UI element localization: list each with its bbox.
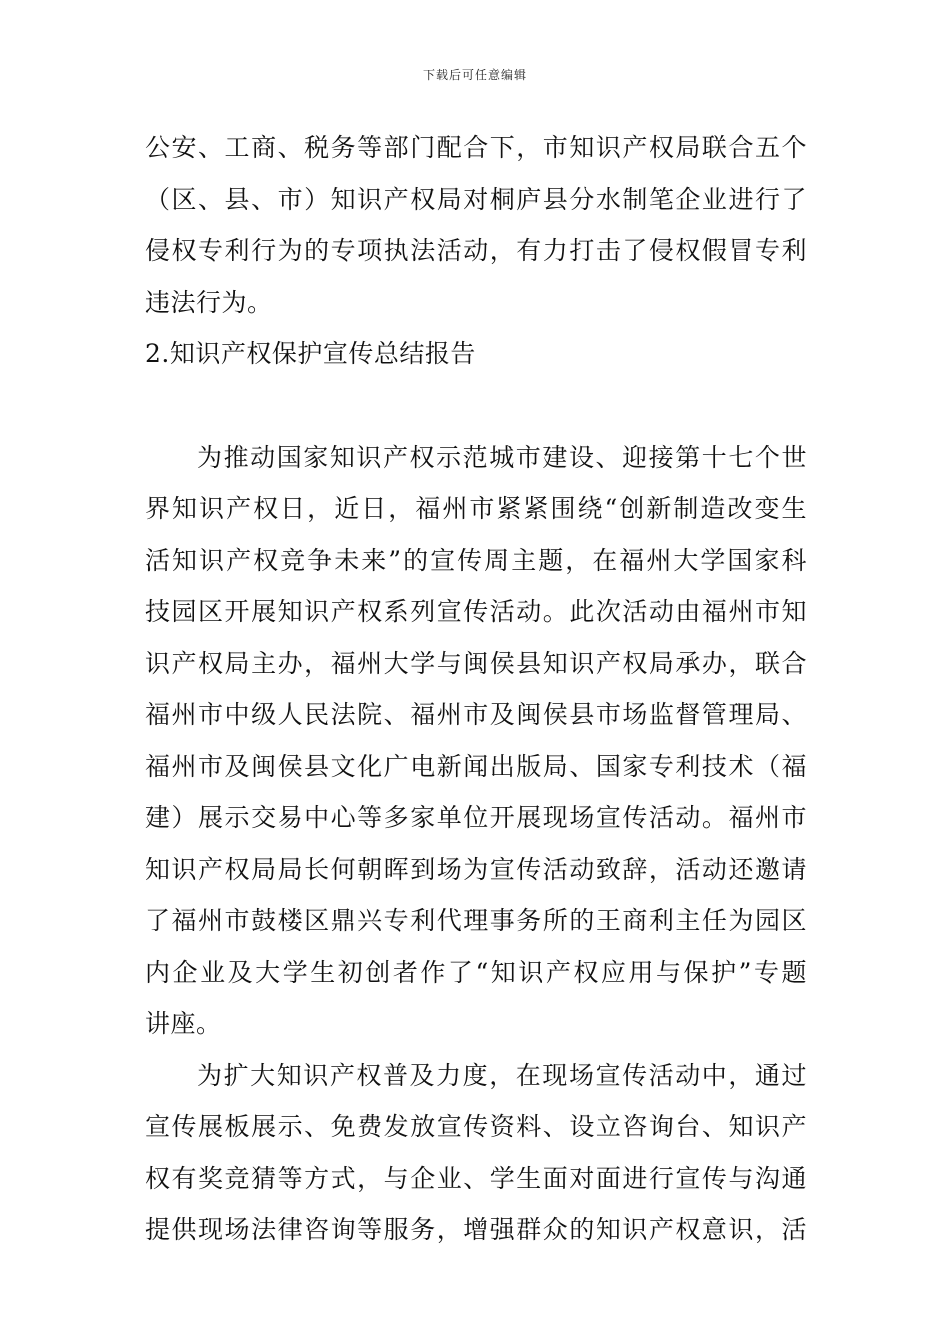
text-line: 权有奖竞猜等方式，与企业、学生面对面进行宣传与沟通 bbox=[145, 1163, 807, 1193]
text-line: 提供现场法律咨询等服务，增强群众的知识产权意识，活 bbox=[145, 1215, 807, 1244]
document-body bbox=[145, 122, 807, 1256]
text-line: 技园区开展知识产权系列宣传活动。此次活动由福州市知 bbox=[145, 597, 807, 626]
text-line: 讲座。 bbox=[145, 1009, 222, 1038]
text-line: 宣传展板展示、免费发放宣传资料、设立咨询台、知识产 bbox=[145, 1112, 807, 1141]
text-line: 识产权局主办，福州大学与闽侯县知识产权局承办，联合 bbox=[145, 648, 807, 678]
text-line: 了福州市鼓楼区鼎兴专利代理事务所的王商利主任为园区 bbox=[145, 906, 807, 935]
text-line: 公安、工商、税务等部门配合下，市知识产权局联合五个 bbox=[145, 133, 807, 162]
text-line: 建）展示交易中心等多家单位开展现场宣传活动。福州市 bbox=[145, 803, 807, 832]
section-2-paragraph-1 bbox=[145, 432, 807, 1050]
text-line: 活知识产权竞争未来”的宣传周主题，在福州大学国家科 bbox=[145, 545, 807, 575]
section-heading: 2.知识产权保护宣传总结报告 bbox=[145, 339, 476, 368]
page-header: 下载后可任意编辑 bbox=[422, 68, 527, 82]
text-line: 知识产权局局长何朝晖到场为宣传活动致辞，活动还邀请 bbox=[145, 854, 807, 884]
section-2-paragraph-2 bbox=[145, 1050, 807, 1256]
text-line: 违法行为。 bbox=[145, 287, 273, 317]
text-line: 福州市中级人民法院、福州市及闽侯县市场监督管理局、 bbox=[145, 700, 807, 729]
text-line: 福州市及闽侯县文化广电新闻出版局、国家专利技术（福 bbox=[145, 751, 807, 781]
text-line: 为推动国家知识产权示范城市建设、迎接第十七个世 bbox=[197, 442, 807, 472]
section-1-paragraph bbox=[145, 122, 807, 328]
text-line: 内企业及大学生初创者作了“知识产权应用与保护”专题 bbox=[145, 957, 807, 987]
text-line: 为扩大知识产权普及力度，在现场宣传活动中，通过 bbox=[197, 1060, 807, 1090]
text-line: 界知识产权日，近日，福州市紧紧围绕“创新制造改变生 bbox=[145, 494, 807, 523]
text-line: 侵权专利行为的专项执法活动，有力打击了侵权假冒专利 bbox=[145, 236, 807, 265]
text-line: （区、县、市）知识产权局对桐庐县分水制笔企业进行了 bbox=[145, 184, 807, 214]
blank-line bbox=[145, 380, 807, 432]
